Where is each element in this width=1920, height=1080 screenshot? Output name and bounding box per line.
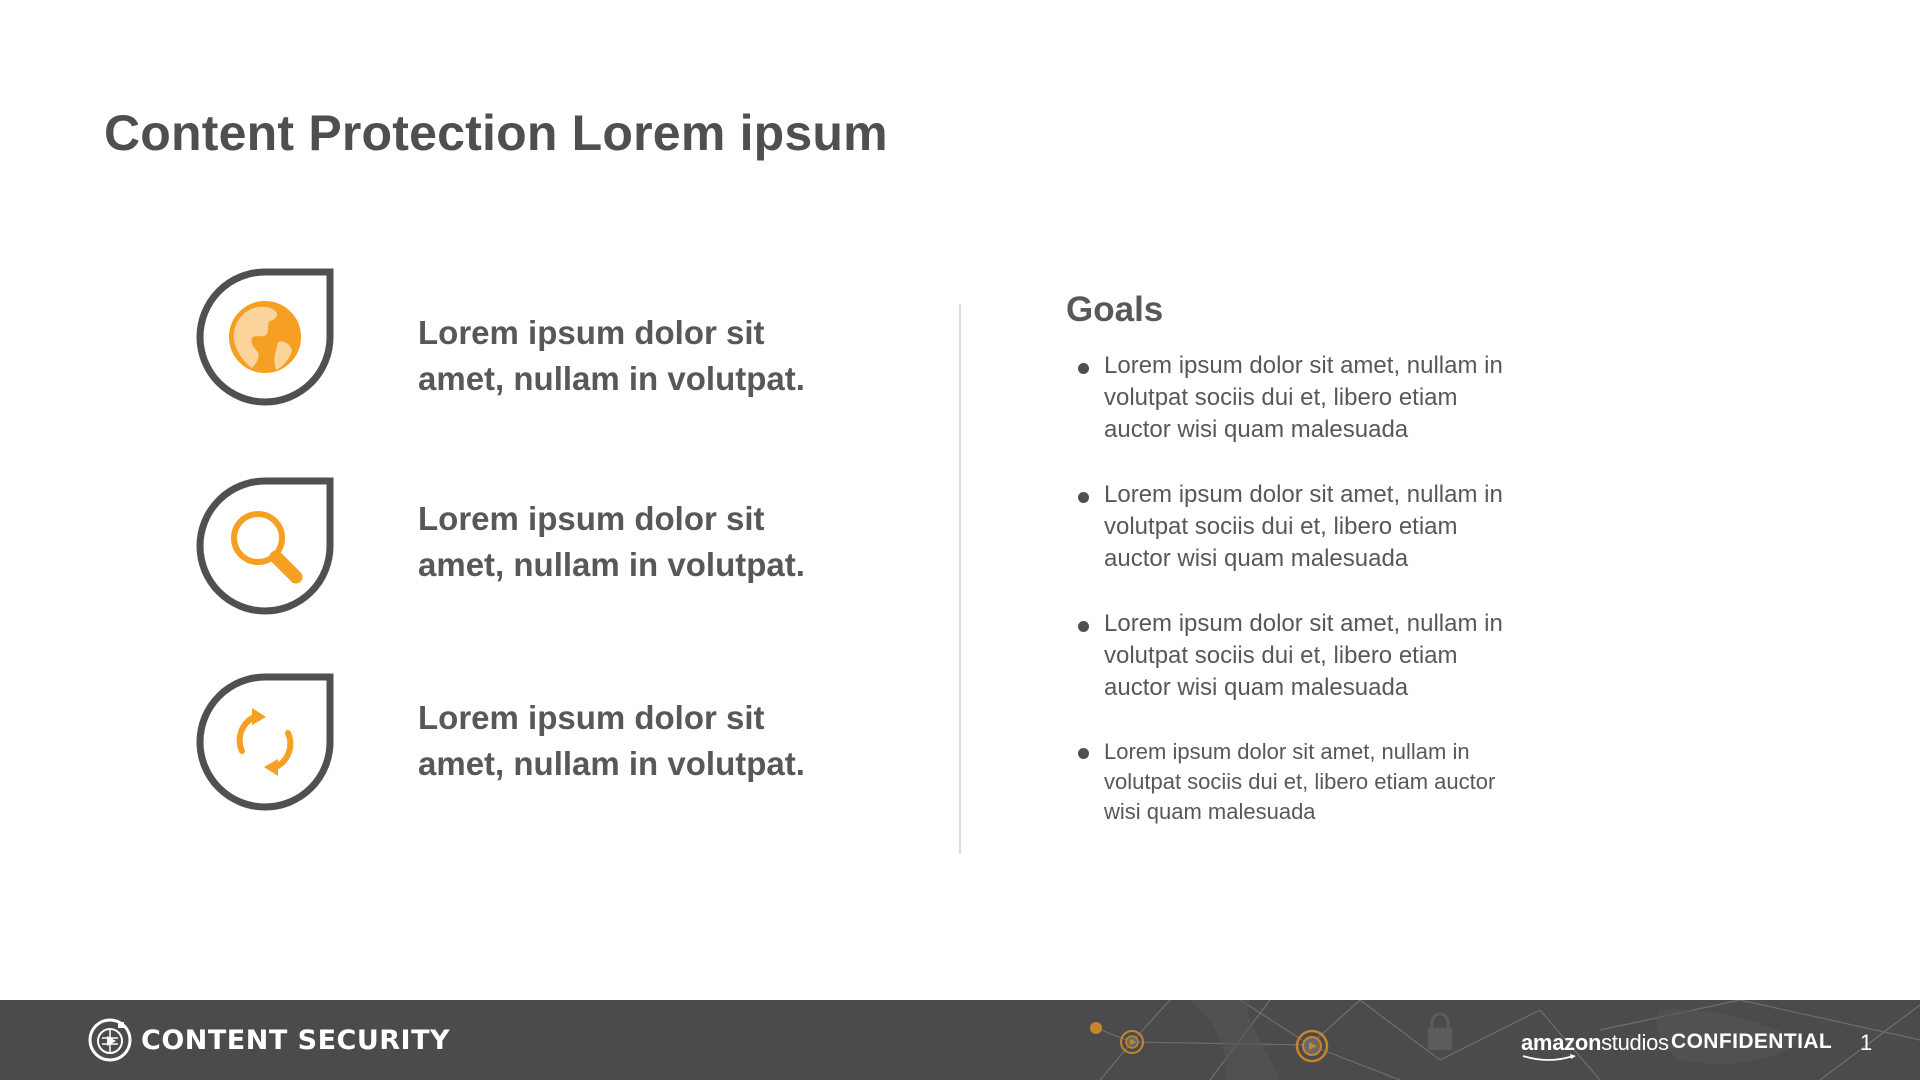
bullet-icon xyxy=(1078,492,1089,503)
goal-item-1: Lorem ipsum dolor sit amet, nullam in volutpat sociis dui et, libero etiam auctor wisi quam malesuada xyxy=(1104,350,1574,446)
feature-text-2: Lorem ipsum dolor sit amet, nullam in volutpat. xyxy=(418,500,805,583)
column-divider xyxy=(959,304,961,854)
footer-bar xyxy=(0,1000,1920,1080)
bullet-icon xyxy=(1078,363,1089,374)
goal-item-2: Lorem ipsum dolor sit amet, nullam in volutpat sociis dui et, libero etiam auctor wisi quam malesuada xyxy=(1104,479,1574,575)
feature-text-3: Lorem ipsum dolor sit amet, nullam in volutpat. xyxy=(418,699,805,782)
confidential-label: CONFIDENTIAL xyxy=(1671,1030,1833,1053)
content-security-logo xyxy=(88,1018,132,1062)
amazon-studios-logo: amazonstudios xyxy=(1521,1030,1669,1056)
refresh-arrows-icon xyxy=(196,673,334,811)
goal-item-3: Lorem ipsum dolor sit amet, nullam in volutpat sociis dui et, libero etiam auctor wisi quam malesuada xyxy=(1104,608,1574,704)
globe-icon xyxy=(196,268,334,406)
goals-heading: Goals xyxy=(1066,290,1164,329)
bullet-icon xyxy=(1078,621,1089,632)
bullet-icon xyxy=(1078,748,1089,759)
footer-brand: CONTENT SECURITY xyxy=(141,1025,451,1056)
goal-item-4: Lorem ipsum dolor sit amet, nullam in volutpat sociis dui et, libero etiam auctor wisi quam malesuada xyxy=(1104,737,1584,827)
feature-text-1: Lorem ipsum dolor sit amet, nullam in volutpat. xyxy=(418,314,805,397)
page-number: 1 xyxy=(1860,1030,1873,1055)
slide-title: Content Protection Lorem ipsum xyxy=(104,105,888,161)
magnifier-icon xyxy=(196,477,334,615)
